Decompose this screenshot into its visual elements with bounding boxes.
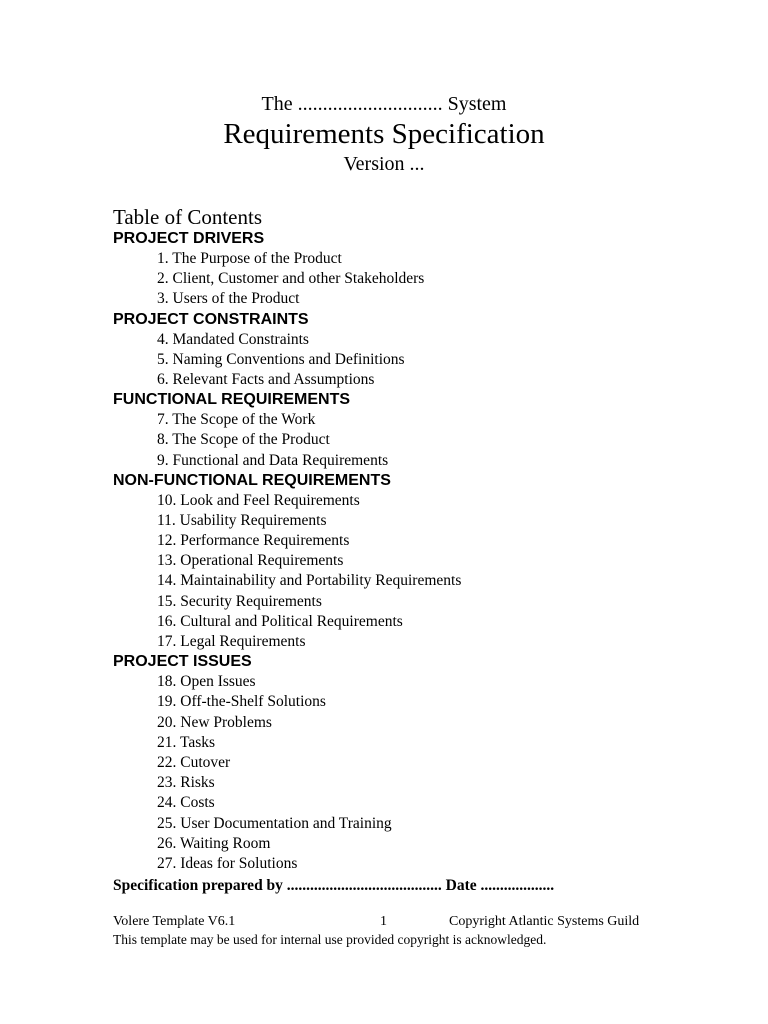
- toc-item: 24. Costs: [157, 794, 215, 812]
- table-of-contents: [113, 229, 713, 874]
- system-name-line: The ............................. System: [261, 93, 507, 115]
- toc-item: 12. Performance Requirements: [157, 532, 350, 550]
- toc-section-heading: FUNCTIONAL REQUIREMENTS: [113, 391, 351, 409]
- toc-item: 5. Naming Conventions and Definitions: [157, 350, 405, 368]
- page-number: 1: [380, 914, 387, 929]
- toc-item: 2. Client, Customer and other Stakeholders: [157, 270, 425, 288]
- toc-item: 25. User Documentation and Training: [157, 814, 392, 832]
- toc-item: 22. Cutover: [157, 753, 231, 771]
- toc-item: 19. Off-the-Shelf Solutions: [157, 693, 326, 711]
- usage-note: This template may be used for internal use provided copyright is acknowledged.: [113, 932, 547, 947]
- toc-section-heading: PROJECT ISSUES: [113, 653, 252, 671]
- toc-item: 23. Risks: [157, 774, 215, 792]
- document-title: Requirements Specification: [223, 118, 545, 150]
- page-footer: [113, 913, 673, 949]
- toc-item: 16. Cultural and Political Requirements: [157, 612, 403, 630]
- toc-item: 4. Mandated Constraints: [157, 330, 309, 348]
- template-version: Volere Template V6.1: [113, 914, 236, 929]
- footer-row: [113, 913, 673, 931]
- toc-item: 27. Ideas for Solutions: [157, 854, 298, 872]
- toc-item: 7. The Scope of the Work: [157, 411, 316, 429]
- toc-item: 11. Usability Requirements: [157, 511, 327, 529]
- toc-item: 20. New Problems: [157, 713, 272, 731]
- toc-item: 6. Relevant Facts and Assumptions: [157, 370, 375, 388]
- toc-section-heading: PROJECT DRIVERS: [113, 230, 265, 247]
- toc-item: 9. Functional and Data Requirements: [157, 451, 389, 469]
- toc-item: 15. Security Requirements: [157, 592, 322, 610]
- toc-item: 21. Tasks: [157, 733, 216, 751]
- toc-item: 26. Waiting Room: [157, 834, 271, 852]
- toc-title: Table of Contents: [113, 205, 262, 229]
- toc-item: 10. Look and Feel Requirements: [157, 491, 360, 509]
- prepared-by-line: Specification prepared by ........................................ Date ...................: [113, 877, 555, 894]
- toc-item: 18. Open Issues: [157, 673, 256, 691]
- toc-item: 13. Operational Requirements: [157, 552, 344, 570]
- toc-item: 3. Users of the Product: [157, 290, 300, 308]
- copyright-notice: Copyright Atlantic Systems Guild: [449, 914, 640, 929]
- toc-section-heading: NON-FUNCTIONAL REQUIREMENTS: [113, 471, 391, 489]
- toc-item: 8. The Scope of the Product: [157, 431, 330, 449]
- toc-item: 17. Legal Requirements: [157, 633, 306, 650]
- toc-item: 1. The Purpose of the Product: [157, 250, 342, 267]
- toc-section-heading: PROJECT CONSTRAINTS: [113, 310, 309, 328]
- version-line: Version ...: [343, 153, 425, 175]
- toc-item: 14. Maintainability and Portability Requirements: [157, 572, 462, 590]
